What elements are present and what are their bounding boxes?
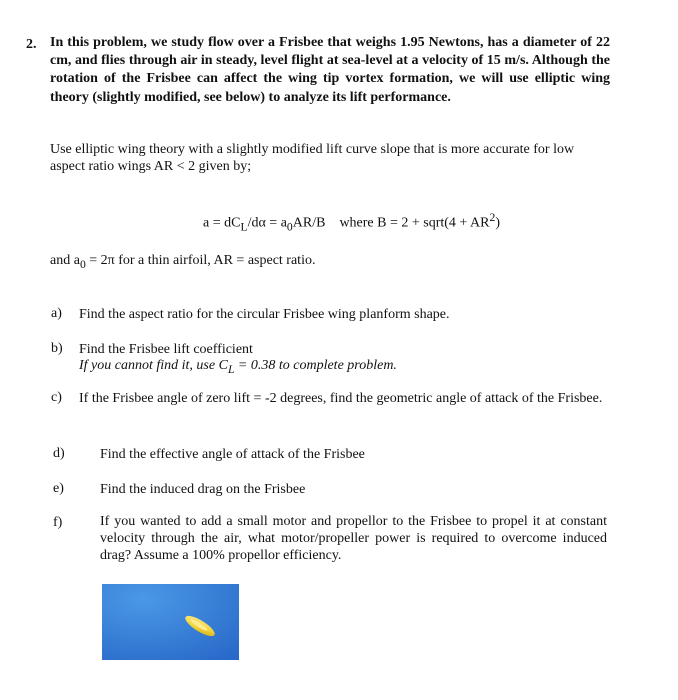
question-b-text: Find the Frisbee lift coefficient	[79, 342, 253, 357]
lift-slope-formula	[203, 211, 500, 233]
question-f-text: If you wanted to add a small motor and propellor to the Frisbee to propel it at constant velocity through the air, what motor/propeller power is required to overcome induced drag? Assume a 100% propellor efficiency.	[100, 514, 607, 563]
formula-right: AR/B	[292, 215, 326, 231]
formula-mid: /dα = a	[247, 215, 287, 231]
question-b-label: b)	[51, 341, 63, 356]
question-d-label: d)	[53, 446, 65, 461]
question-e-label: e)	[53, 481, 64, 496]
question-f-label: f)	[53, 515, 63, 530]
hint-sub: L	[227, 362, 235, 376]
problem-number: 2.	[26, 37, 37, 52]
frisbee-photo	[102, 584, 239, 660]
formula-left: a = dC	[203, 215, 241, 231]
a0-sub: 0	[79, 257, 86, 271]
formula-sup: 2	[489, 211, 496, 224]
question-a-label: a)	[51, 306, 62, 321]
theory-paragraph: Use elliptic wing theory with a slightly modified lift curve slope that is more accurate for low aspect ratio wings AR < 2 given by;	[50, 142, 575, 174]
formula-sub-l: L	[240, 220, 248, 234]
question-c-label: c)	[51, 390, 62, 405]
formula-sub-0: 0	[286, 220, 293, 234]
hint-suffix: = 0.38 to complete problem.	[234, 358, 397, 373]
frisbee-icon	[102, 584, 239, 660]
formula-where: where B = 2 + sqrt(4 + AR	[339, 215, 490, 231]
question-e-text: Find the induced drag on the Frisbee	[100, 482, 306, 497]
formula-end: )	[495, 215, 500, 231]
a0-definition	[50, 253, 315, 271]
hint-prefix: If you cannot find it, use C	[79, 358, 228, 373]
problem-intro: In this problem, we study flow over a Frisbee that weighs 1.95 Newtons, has a diameter of 22 cm, and flies through air in steady, level flight at sea-level at a velocity of 15 m/s. Although the rotation of the Frisbee can affect the wing tip vortex formation, we will use elliptic wing theory (slightly modified, see below) to analyze its lift performance.	[50, 35, 610, 105]
a0-text: = 2π for a thin airfoil, AR = aspect ratio.	[85, 253, 316, 268]
question-a-text: Find the aspect ratio for the circular Frisbee wing planform shape.	[79, 307, 450, 322]
question-c-text: If the Frisbee angle of zero lift = -2 degrees, find the geometric angle of attack of the Frisbee.	[79, 391, 603, 406]
question-d-text: Find the effective angle of attack of the Frisbee	[100, 447, 365, 462]
a0-prefix: and a	[50, 253, 80, 268]
question-b-hint	[79, 357, 599, 378]
